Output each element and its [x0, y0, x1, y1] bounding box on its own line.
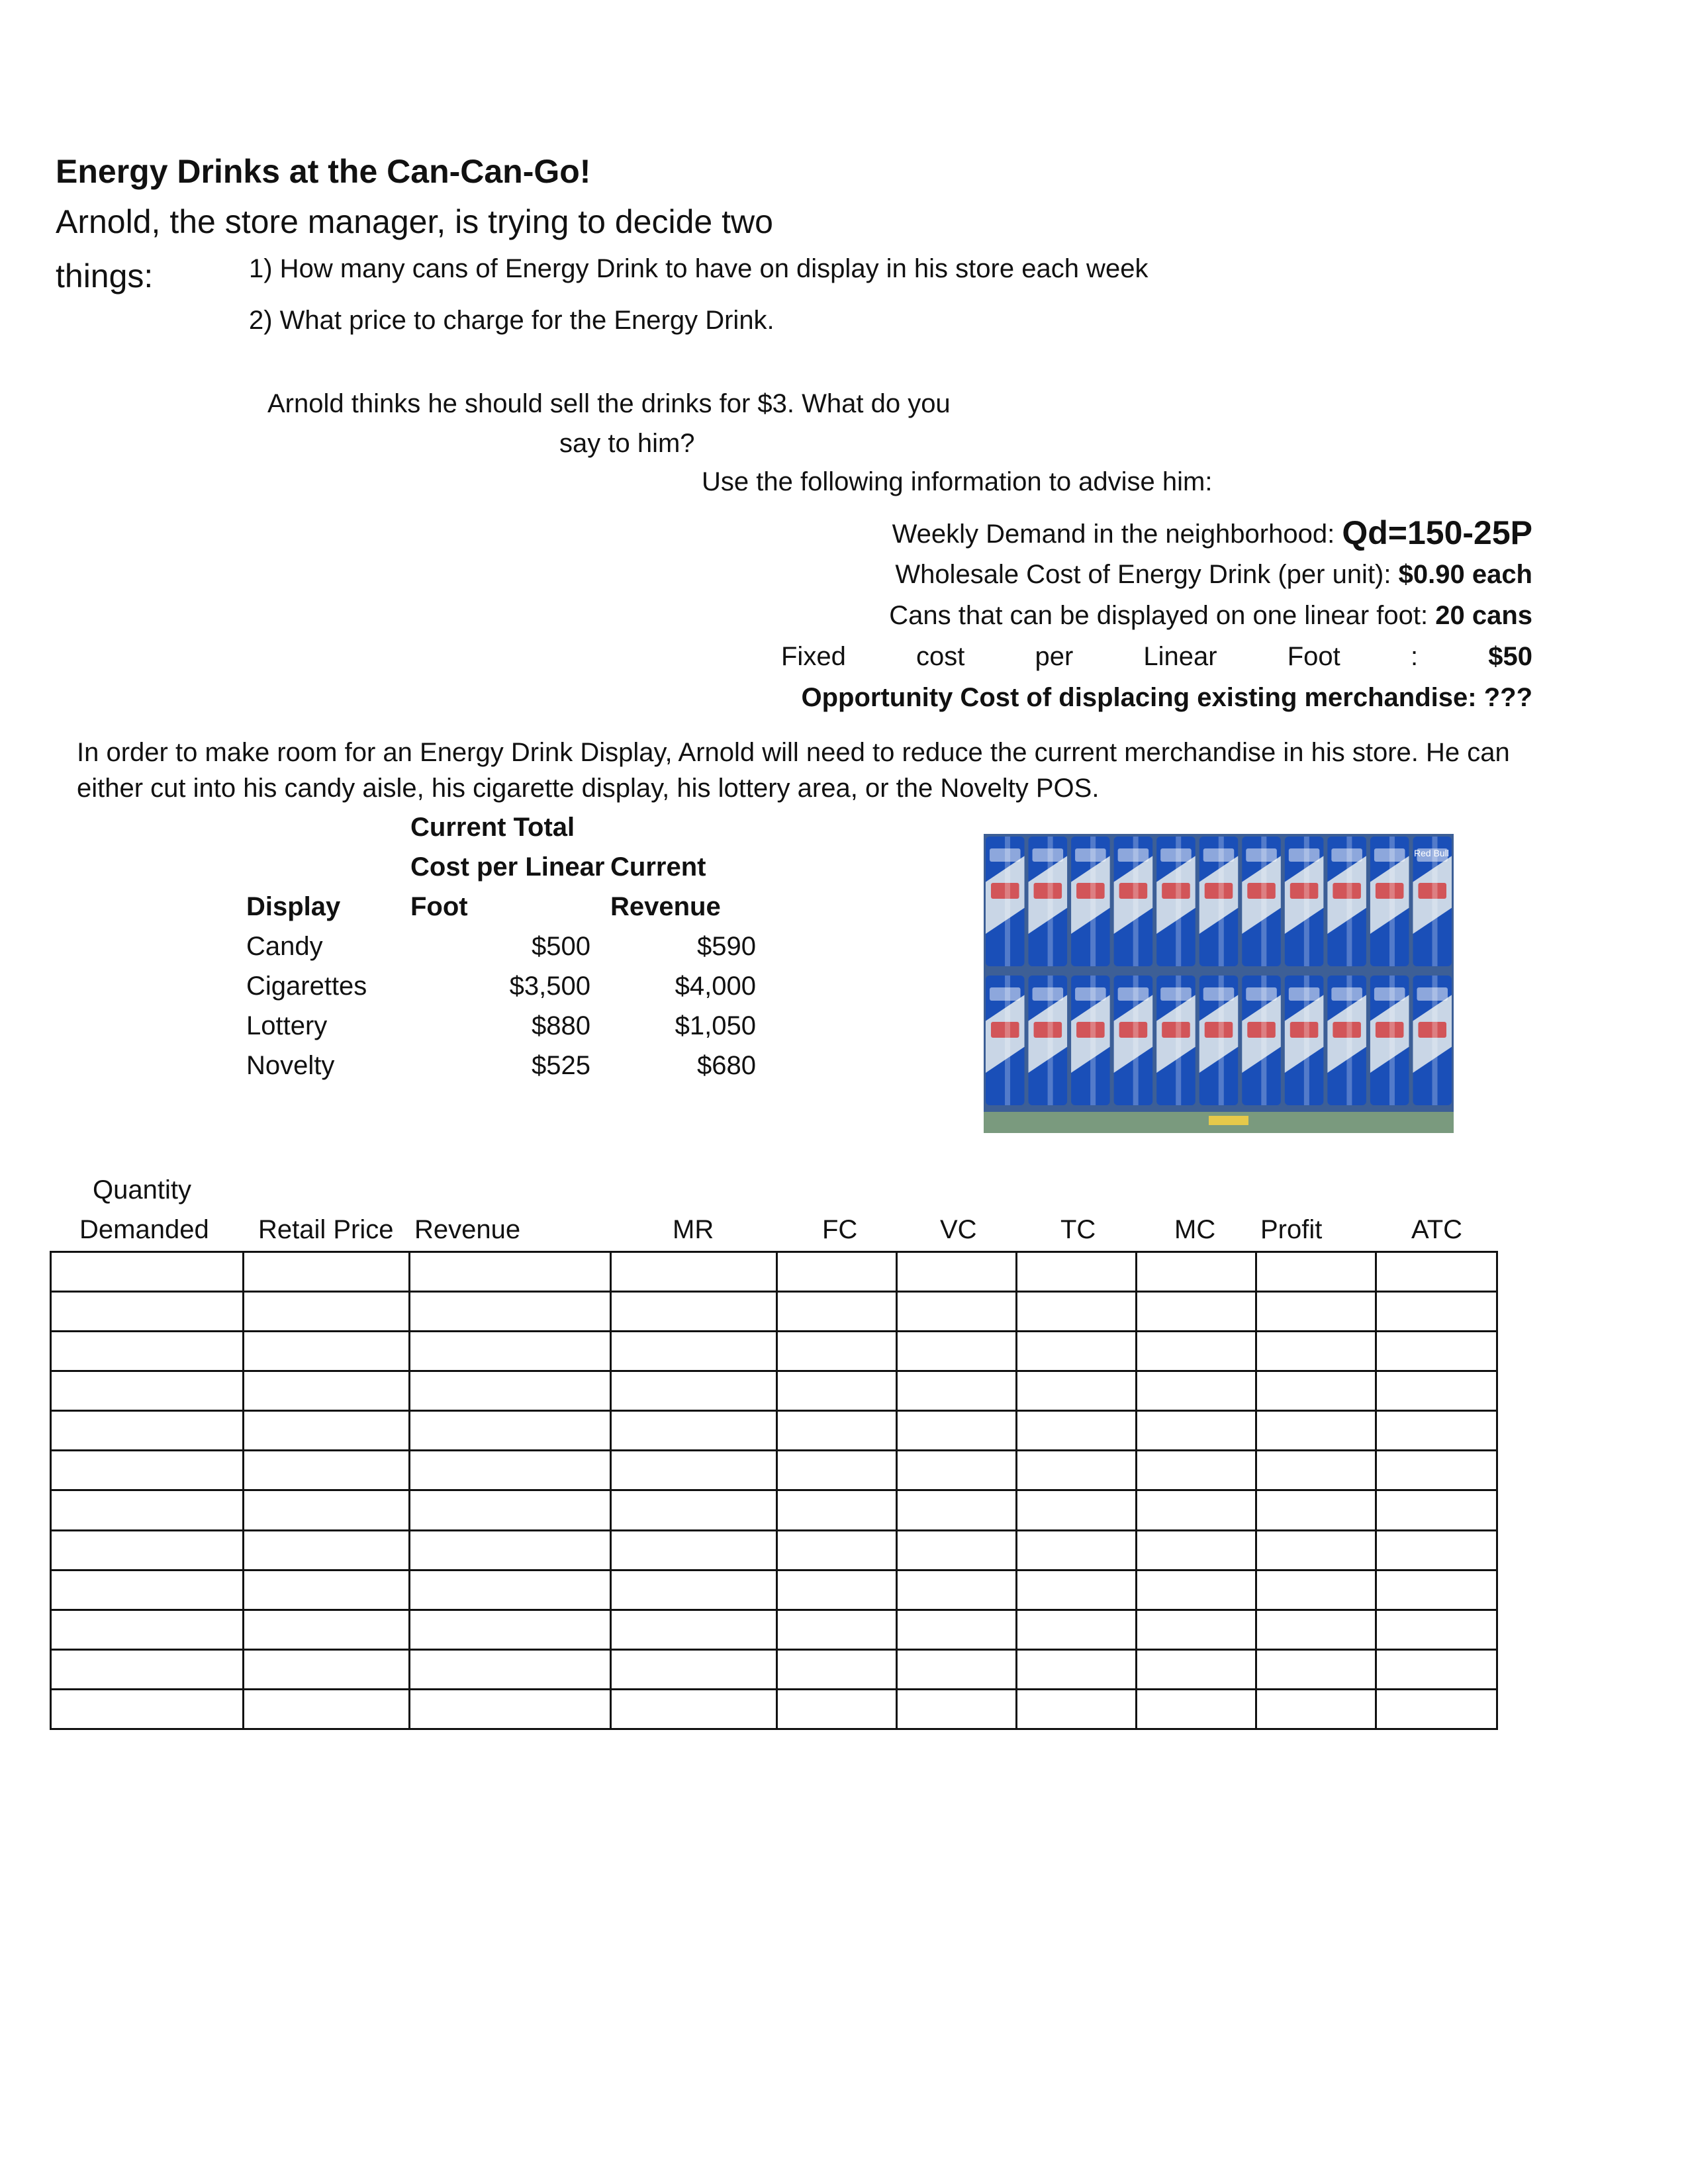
worksheet-row [51, 1451, 1497, 1490]
page-title: Energy Drinks at the Can-Can-Go! [56, 153, 591, 190]
worksheet-cell[interactable] [611, 1252, 777, 1292]
worksheet-cell[interactable] [244, 1689, 410, 1729]
header-revenue: Revenue [414, 1215, 521, 1244]
can [1327, 837, 1366, 966]
display-name: Cigarettes [246, 972, 367, 1001]
header-display: Display [246, 892, 341, 921]
header-retail-price: Retail Price [258, 1215, 394, 1244]
can [1114, 976, 1153, 1105]
can [1071, 976, 1110, 1105]
fixed-cost-value: $50 [1488, 642, 1532, 671]
header-profit: Profit [1260, 1215, 1323, 1244]
worksheet-cell[interactable] [897, 1689, 1017, 1729]
can [1199, 837, 1239, 966]
worksheet-cell[interactable] [51, 1332, 244, 1371]
can [1413, 976, 1452, 1105]
display-revenue: $4,000 [675, 972, 756, 1001]
question-1: 1) How many cans of Energy Drink to have on display in his store each week [249, 254, 1149, 283]
worksheet-cell[interactable] [51, 1689, 244, 1729]
worksheet-cell[interactable] [897, 1649, 1017, 1689]
worksheet-cell[interactable] [1017, 1649, 1137, 1689]
worksheet-cell[interactable] [1256, 1610, 1376, 1649]
worksheet-cell[interactable] [611, 1371, 777, 1411]
worksheet-cell[interactable] [1256, 1490, 1376, 1530]
worksheet-cell[interactable] [1376, 1610, 1497, 1649]
worksheet-cell[interactable] [410, 1411, 611, 1451]
worksheet-cell[interactable] [410, 1570, 611, 1610]
worksheet-cell[interactable] [1256, 1371, 1376, 1411]
display-cost: $880 [532, 1011, 590, 1040]
worksheet-cell[interactable] [897, 1332, 1017, 1371]
worksheet-cell[interactable] [1017, 1292, 1137, 1332]
worksheet-cell[interactable] [51, 1411, 244, 1451]
worksheet-cell[interactable] [51, 1649, 244, 1689]
display-name: Novelty [246, 1051, 335, 1080]
worksheet-cell[interactable] [1017, 1689, 1137, 1729]
worksheet-row [51, 1490, 1497, 1530]
worksheet-cell[interactable] [1137, 1490, 1256, 1530]
worksheet-cell[interactable] [51, 1570, 244, 1610]
worksheet-cell[interactable] [1376, 1252, 1497, 1292]
can [1370, 976, 1409, 1105]
worksheet-cell[interactable] [611, 1332, 777, 1371]
display-cost: $3,500 [509, 972, 590, 1001]
header-cost-line-2: Cost per Linear [410, 852, 605, 882]
fixed-word: : [1410, 642, 1419, 671]
question-2: 2) What price to charge for the Energy Drink. [249, 306, 774, 335]
can [1156, 976, 1196, 1105]
worksheet-cell[interactable] [1256, 1570, 1376, 1610]
worksheet-table [50, 1251, 1498, 1730]
worksheet-cell[interactable] [1137, 1332, 1256, 1371]
header-quantity-line-2: Demanded [79, 1215, 209, 1244]
worksheet-cell[interactable] [611, 1292, 777, 1332]
worksheet-cell[interactable] [1017, 1490, 1137, 1530]
worksheet-cell[interactable] [410, 1451, 611, 1490]
worksheet-cell[interactable] [51, 1252, 244, 1292]
wholesale-cost-label: Wholesale Cost of Energy Drink (per unit): [895, 560, 1399, 589]
worksheet-cell[interactable] [410, 1530, 611, 1570]
worksheet-row [51, 1332, 1497, 1371]
cans-per-foot [889, 601, 1532, 631]
can [1285, 976, 1324, 1105]
fixed-word: Foot [1287, 642, 1340, 671]
worksheet-cell[interactable] [1256, 1411, 1376, 1451]
worksheet-cell[interactable] [1137, 1530, 1256, 1570]
worksheet-cell[interactable] [1137, 1292, 1256, 1332]
opportunity-cost: Opportunity Cost of displacing existing merchandise: ??? [801, 683, 1532, 712]
worksheet-cell[interactable] [777, 1490, 897, 1530]
worksheet-cell[interactable] [897, 1451, 1017, 1490]
worksheet-cell[interactable] [244, 1530, 410, 1570]
worksheet-cell[interactable] [51, 1490, 244, 1530]
worksheet-cell[interactable] [51, 1530, 244, 1570]
worksheet-row [51, 1530, 1497, 1570]
worksheet-cell[interactable] [777, 1332, 897, 1371]
worksheet-cell[interactable] [1376, 1689, 1497, 1729]
worksheet-cell[interactable] [897, 1411, 1017, 1451]
worksheet-cell[interactable] [1137, 1610, 1256, 1649]
can [1156, 837, 1196, 966]
worksheet-cell[interactable] [1137, 1252, 1256, 1292]
worksheet-cell[interactable] [1017, 1252, 1137, 1292]
worksheet-cell[interactable] [777, 1451, 897, 1490]
worksheet-cell[interactable] [897, 1292, 1017, 1332]
worksheet-cell[interactable] [51, 1610, 244, 1649]
worksheet-cell[interactable] [1376, 1530, 1497, 1570]
worksheet-cell[interactable] [897, 1610, 1017, 1649]
worksheet-cell[interactable] [244, 1610, 410, 1649]
display-revenue: $680 [697, 1051, 756, 1080]
worksheet-cell[interactable] [897, 1570, 1017, 1610]
worksheet-row [51, 1570, 1497, 1610]
worksheet-cell[interactable] [777, 1530, 897, 1570]
worksheet-cell[interactable] [410, 1252, 611, 1292]
intro-line-1: Arnold, the store manager, is trying to decide two [56, 203, 773, 240]
can [986, 837, 1025, 966]
worksheet-cell[interactable] [1376, 1292, 1497, 1332]
weekly-demand-value: Qd=150-25P [1342, 514, 1532, 551]
header-vc: VC [940, 1215, 977, 1244]
worksheet-row [51, 1371, 1497, 1411]
worksheet-cell[interactable] [1137, 1451, 1256, 1490]
display-cost: $525 [532, 1051, 590, 1080]
worksheet-cell[interactable] [1376, 1332, 1497, 1371]
worksheet-cell[interactable] [1256, 1530, 1376, 1570]
can [1199, 976, 1239, 1105]
worksheet-cell[interactable] [611, 1570, 777, 1610]
worksheet-cell[interactable] [1017, 1371, 1137, 1411]
worksheet-cell[interactable] [897, 1371, 1017, 1411]
worksheet-row [51, 1689, 1497, 1729]
worksheet-cell[interactable] [611, 1649, 777, 1689]
worksheet-cell[interactable] [1017, 1332, 1137, 1371]
worksheet-cell[interactable] [1017, 1570, 1137, 1610]
display-name: Candy [246, 932, 323, 961]
worksheet-cell[interactable] [410, 1292, 611, 1332]
weekly-demand [892, 514, 1532, 552]
worksheet-cell[interactable] [897, 1490, 1017, 1530]
can [986, 976, 1025, 1105]
can [1242, 837, 1281, 966]
can [1285, 837, 1324, 966]
can [1114, 837, 1153, 966]
worksheet-row [51, 1292, 1497, 1332]
worksheet-cell[interactable] [1137, 1649, 1256, 1689]
worksheet-cell[interactable] [777, 1411, 897, 1451]
worksheet-cell[interactable] [244, 1490, 410, 1530]
header-tc: TC [1060, 1215, 1096, 1244]
worksheet-grid [50, 1251, 1496, 1730]
header-mr: MR [673, 1215, 714, 1244]
can [1370, 837, 1409, 966]
worksheet-cell[interactable] [611, 1411, 777, 1451]
worksheet-cell[interactable] [1376, 1411, 1497, 1451]
header-atc: ATC [1411, 1215, 1463, 1244]
display-revenue: $590 [697, 932, 756, 961]
header-fc: FC [822, 1215, 858, 1244]
worksheet-cell[interactable] [1256, 1689, 1376, 1729]
worksheet-cell[interactable] [1017, 1451, 1137, 1490]
worksheet-cell[interactable] [1137, 1371, 1256, 1411]
worksheet-cell[interactable] [410, 1649, 611, 1689]
worksheet-cell[interactable] [410, 1689, 611, 1729]
worksheet-cell[interactable] [1376, 1490, 1497, 1530]
worksheet-cell[interactable] [777, 1252, 897, 1292]
worksheet-cell[interactable] [611, 1610, 777, 1649]
worksheet-cell[interactable] [51, 1292, 244, 1332]
header-mc: MC [1174, 1215, 1216, 1244]
worksheet-cell[interactable] [1256, 1451, 1376, 1490]
can [1327, 976, 1366, 1105]
worksheet-cell[interactable] [777, 1371, 897, 1411]
worksheet-cell[interactable] [1256, 1292, 1376, 1332]
header-cost-line-3: Foot [410, 892, 468, 921]
worksheet-cell[interactable] [244, 1371, 410, 1411]
worksheet-row [51, 1411, 1497, 1451]
worksheet-cell[interactable] [1017, 1411, 1137, 1451]
header-revenue-line-1: Current [610, 852, 706, 882]
worksheet-row [51, 1649, 1497, 1689]
intro-line-2: things: [56, 257, 154, 295]
can [1029, 976, 1068, 1105]
use-info-line: Use the following information to advise him: [702, 467, 1213, 496]
worksheet-cell[interactable] [1137, 1411, 1256, 1451]
worksheet-cell[interactable] [410, 1332, 611, 1371]
worksheet-cell[interactable] [1137, 1689, 1256, 1729]
worksheet-cell[interactable] [244, 1451, 410, 1490]
worksheet-cell[interactable] [611, 1490, 777, 1530]
display-name: Lottery [246, 1011, 328, 1040]
header-revenue-line-2: Revenue [610, 892, 721, 921]
worksheet-cell[interactable] [611, 1689, 777, 1729]
worksheet-cell[interactable] [1256, 1332, 1376, 1371]
cans-per-foot-label: Cans that can be displayed on one linear foot: [889, 601, 1436, 630]
header-quantity-line-1: Quantity [93, 1175, 191, 1205]
worksheet-cell[interactable] [777, 1689, 897, 1729]
worksheet-cell[interactable] [1376, 1649, 1497, 1689]
worksheet-cell[interactable] [611, 1530, 777, 1570]
wholesale-cost-value: $0.90 each [1398, 560, 1532, 589]
can [1029, 837, 1068, 966]
worksheet-cell[interactable] [244, 1252, 410, 1292]
worksheet-cell[interactable] [611, 1451, 777, 1490]
worksheet-cell[interactable] [51, 1451, 244, 1490]
advice-line-1: Arnold thinks he should sell the drinks for $3. What do you [267, 389, 951, 418]
worksheet-cell[interactable] [1017, 1610, 1137, 1649]
display-cost: $500 [532, 932, 590, 961]
cans-per-foot-value: 20 cans [1435, 601, 1532, 630]
display-paragraph: In order to make room for an Energy Drink Display, Arnold will need to reduce the current merchandise in his store. He can either cut into his candy aisle, his cigarette display, his lottery area, or the Novelty POS. [77, 738, 1510, 803]
fixed-word: per [1035, 642, 1074, 671]
worksheet-cell[interactable] [51, 1371, 244, 1411]
fixed-cost-line [781, 642, 1532, 672]
fixed-word: Linear [1143, 642, 1217, 671]
worksheet-cell[interactable] [244, 1292, 410, 1332]
display-revenue: $1,050 [675, 1011, 756, 1040]
worksheet-cell[interactable] [410, 1490, 611, 1530]
worksheet-cell[interactable] [1376, 1570, 1497, 1610]
worksheet-cell[interactable] [777, 1570, 897, 1610]
worksheet-cell[interactable] [244, 1411, 410, 1451]
worksheet-cell[interactable] [410, 1610, 611, 1649]
worksheet-cell[interactable] [244, 1649, 410, 1689]
worksheet-cell[interactable] [897, 1530, 1017, 1570]
advice-line-2: say to him? [559, 429, 695, 458]
fixed-word: Fixed [781, 642, 846, 671]
worksheet-cell[interactable] [1256, 1649, 1376, 1689]
worksheet-cell[interactable] [1137, 1570, 1256, 1610]
can-brand-text: Red Bull [1414, 848, 1449, 858]
worksheet-cell[interactable] [1376, 1451, 1497, 1490]
can [1071, 837, 1110, 966]
energy-drink-photo [984, 834, 1454, 1133]
worksheet-cell[interactable] [777, 1649, 897, 1689]
worksheet-cell[interactable] [244, 1332, 410, 1371]
worksheet-cell[interactable] [1376, 1371, 1497, 1411]
energy-drink-cans-image [984, 834, 1454, 1133]
worksheet-cell[interactable] [1256, 1252, 1376, 1292]
worksheet-cell[interactable] [897, 1252, 1017, 1292]
worksheet-cell[interactable] [777, 1610, 897, 1649]
worksheet-cell[interactable] [410, 1371, 611, 1411]
can [1242, 976, 1281, 1105]
price-tag [1209, 1116, 1248, 1125]
worksheet-row [51, 1610, 1497, 1649]
worksheet-cell[interactable] [777, 1292, 897, 1332]
weekly-demand-label: Weekly Demand in the neighborhood: [892, 520, 1342, 549]
fixed-word: cost [915, 642, 965, 671]
wholesale-cost [895, 560, 1532, 590]
header-cost-line-1: Current Total [410, 813, 575, 842]
worksheet-cell[interactable] [1017, 1530, 1137, 1570]
worksheet-row [51, 1252, 1497, 1292]
worksheet-cell[interactable] [244, 1570, 410, 1610]
